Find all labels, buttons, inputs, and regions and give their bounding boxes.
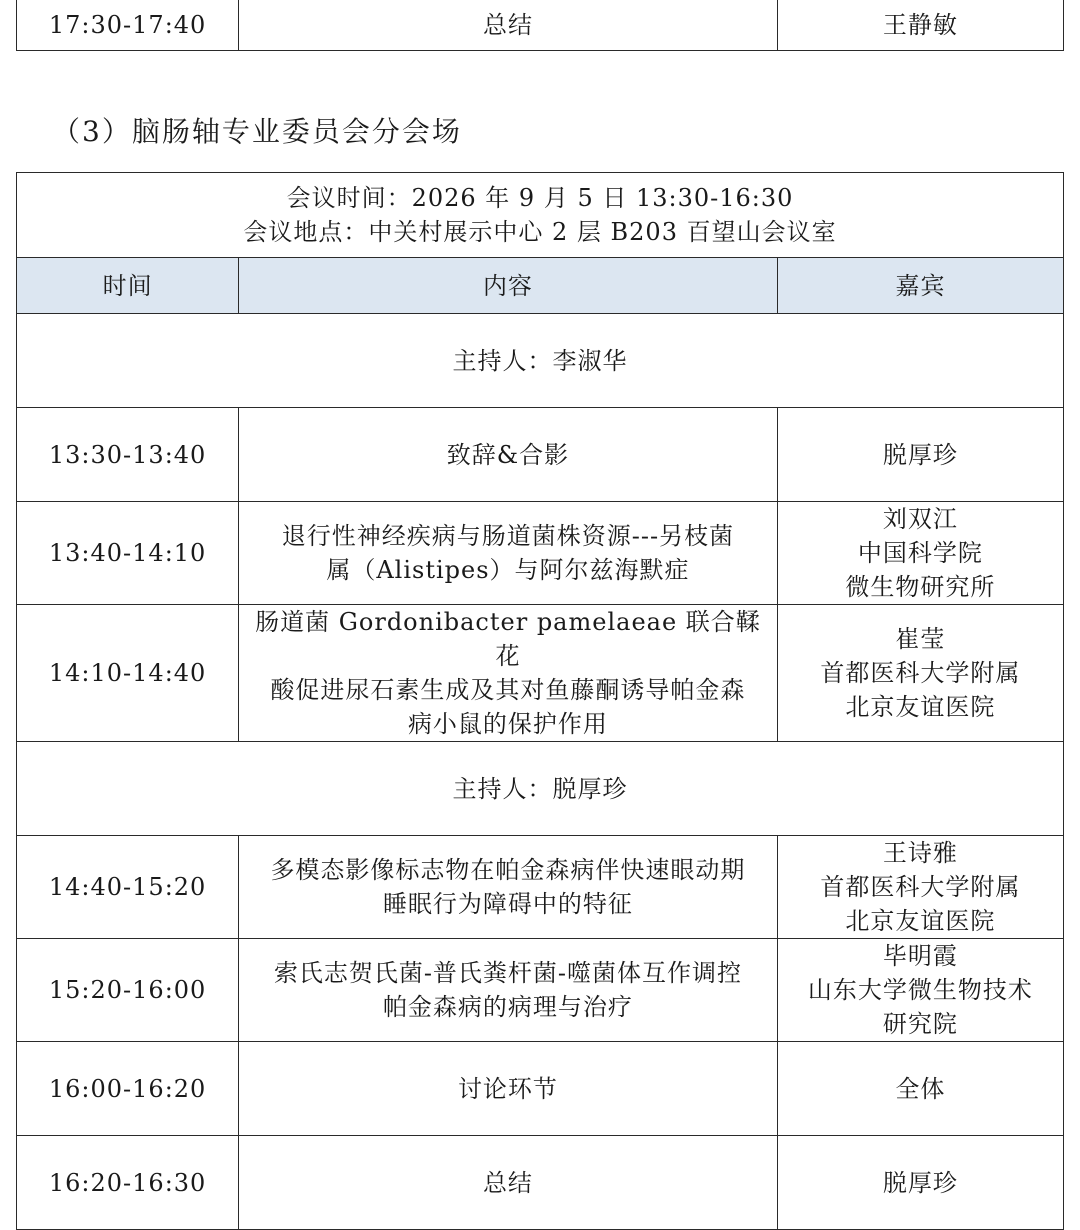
guest-cell — [777, 836, 1063, 939]
guest-cell — [777, 408, 1063, 502]
content-cell — [239, 836, 777, 939]
guest-line: 研究院 — [882, 1010, 958, 1038]
table-row — [17, 1042, 1064, 1136]
content-line: 致辞&合影 — [446, 440, 570, 469]
content-cell — [239, 1042, 777, 1136]
content-cell — [239, 408, 777, 502]
host-row — [17, 742, 1064, 836]
time-cell: 13:30-13:40 — [17, 408, 239, 502]
content-cell — [239, 939, 777, 1042]
header-content: 内容 — [239, 258, 777, 314]
guest-line: 首都医科大学附属 — [820, 873, 1021, 901]
content-line: 酸促进尿石素生成及其对鱼藤酮诱导帕金森 — [270, 676, 746, 704]
content-cell — [239, 1136, 777, 1230]
guest-line: 中国科学院 — [857, 539, 983, 567]
content-line: 病小鼠的保护作用 — [407, 710, 608, 738]
header-time: 时间 — [17, 258, 239, 314]
content-line: 肠道菌 Gordonibacter pamelaeae 联合鞣花 — [255, 608, 761, 670]
guest-line: 刘双江 — [882, 505, 958, 533]
guest-line: 全体 — [895, 1074, 946, 1103]
table-row — [17, 605, 1064, 742]
guest-line: 微生物研究所 — [845, 573, 996, 601]
guest-cell — [777, 1136, 1063, 1230]
host-cell: 主持人：李淑华 — [17, 314, 1064, 408]
time-cell: 13:40-14:10 — [17, 502, 239, 605]
guest-cell — [777, 605, 1063, 742]
content-line: 多模态影像标志物在帕金森病伴快速眼动期 — [270, 856, 746, 884]
content-cell: 总结 — [239, 0, 778, 51]
guest-line: 脱厚珍 — [882, 440, 958, 469]
guest-cell: 王静敏 — [777, 0, 1063, 51]
content-line: 索氏志贺氏菌-普氏粪杆菌-噬菌体互作调控 — [273, 959, 743, 987]
time-cell: 14:40-15:20 — [17, 836, 239, 939]
guest-line: 毕明霞 — [882, 942, 958, 970]
content-cell — [239, 605, 777, 742]
guest-cell — [777, 1042, 1063, 1136]
guest-line: 首都医科大学附属 — [820, 659, 1021, 687]
section-title: （3）脑肠轴专业委员会分会场 — [52, 115, 462, 148]
content-cell — [239, 502, 777, 605]
meeting-location: 会议地点：中关村展示中心 2 层 B203 百望山会议室 — [243, 218, 837, 246]
guest-line: 北京友谊医院 — [845, 907, 996, 935]
guest-cell — [777, 502, 1063, 605]
meeting-info-cell — [17, 173, 1064, 258]
meeting-time: 会议时间：2026 年 9 月 5 日 13:30-16:30 — [286, 184, 794, 212]
previous-session-table — [16, 0, 1064, 51]
table-row — [17, 836, 1064, 939]
guest-line: 山东大学微生物技术 — [807, 976, 1033, 1004]
content-line: 讨论环节 — [457, 1074, 558, 1103]
host-cell: 主持人：脱厚珍 — [17, 742, 1064, 836]
time-cell: 14:10-14:40 — [17, 605, 239, 742]
time-cell: 17:30-17:40 — [17, 0, 239, 51]
guest-cell — [777, 939, 1063, 1042]
table-row — [17, 1136, 1064, 1230]
schedule-table — [16, 172, 1064, 1230]
guest-line: 崔莹 — [895, 625, 946, 653]
time-cell: 16:00-16:20 — [17, 1042, 239, 1136]
host-row — [17, 314, 1064, 408]
header-row — [17, 258, 1064, 314]
guest-line: 王诗雅 — [882, 839, 958, 867]
time-cell: 15:20-16:00 — [17, 939, 239, 1042]
meeting-info-row — [17, 173, 1064, 258]
header-guest: 嘉宾 — [777, 258, 1063, 314]
guest-line: 脱厚珍 — [882, 1168, 958, 1197]
content-line: 帕金森病的病理与治疗 — [382, 993, 633, 1021]
guest-line: 北京友谊医院 — [845, 693, 996, 721]
table-row — [17, 939, 1064, 1042]
content-line: 属（Alistipes）与阿尔兹海默症 — [326, 556, 690, 584]
table-row — [17, 0, 1064, 51]
table-row — [17, 408, 1064, 502]
time-cell: 16:20-16:30 — [17, 1136, 239, 1230]
content-line: 总结 — [482, 1168, 533, 1197]
content-line: 睡眠行为障碍中的特征 — [382, 890, 633, 918]
table-row — [17, 502, 1064, 605]
content-line: 退行性神经疾病与肠道菌株资源---另枝菌 — [281, 522, 735, 550]
